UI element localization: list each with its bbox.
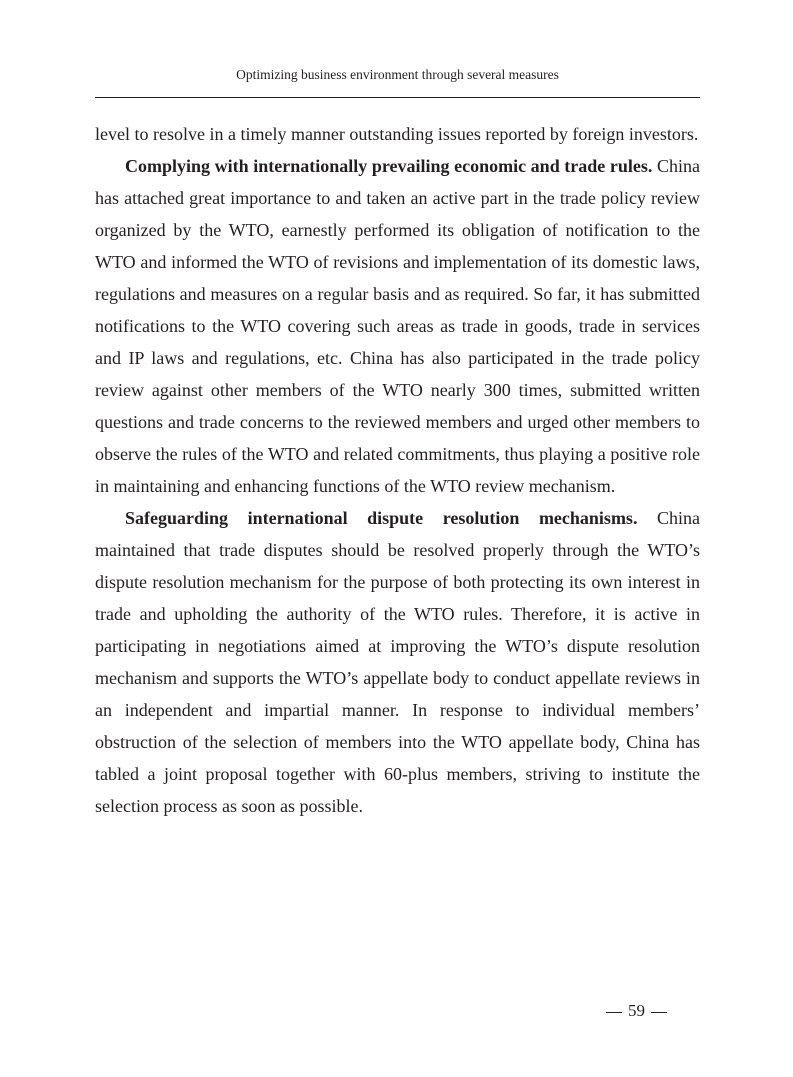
continued-paragraph: level to resolve in a timely manner outstanding issues reported by foreign investors. — [95, 124, 699, 144]
paragraph-trade-rules — [95, 150, 700, 502]
paragraph-body: China has attached great importance to and taken an active part in the trade policy review organized by the WTO, earnestly performed its obligation of notification to the WTO and informed the WTO of revisions and implementation of its domestic laws, regulations and measures on a regular basis and as required. So far, it has submitted notifications to the WTO covering such areas as trade in goods, trade in services and IP laws and regulations, etc. China has also participated in the trade policy review against other members of the WTO nearly 300 times, submitted written questions and trade concerns to the reviewed members and urged other members to observe the rules of the WTO and related commitments, thus playing a positive role in maintaining and enhancing functions of the WTO review mechanism. — [95, 156, 700, 496]
header-rule — [95, 97, 700, 98]
page-number-dash-left — [606, 1012, 622, 1013]
running-header: Optimizing business environment through several measures — [236, 67, 559, 82]
page-number — [600, 1000, 720, 1022]
page-number-dash-right — [651, 1012, 667, 1013]
body-text — [95, 118, 700, 822]
paragraph-lead-heading: Safeguarding international dispute resolution mechanisms. — [125, 508, 638, 528]
paragraph-body: China maintained that trade disputes should be resolved properly through the WTO’s dispute resolution mechanism for the purpose of both protecting its own interest in trade and upholding the authority of the WTO rules. Therefore, it is active in participating in negotiations aimed at improving the WTO’s dispute resolution mechanism and supports the WTO’s appellate body to conduct appellate reviews in an independent and impartial manner. In response to individual members’ obstruction of the selection of members into the WTO appellate body, China has tabled a joint proposal together with 60-plus members, striving to institute the selection process as soon as possible. — [95, 508, 701, 816]
paragraph-dispute-resolution — [95, 502, 700, 822]
page-number-value: 59 — [628, 1001, 645, 1020]
paragraph-lead-heading: Complying with internationally prevailing economic and trade rules. — [125, 156, 653, 176]
